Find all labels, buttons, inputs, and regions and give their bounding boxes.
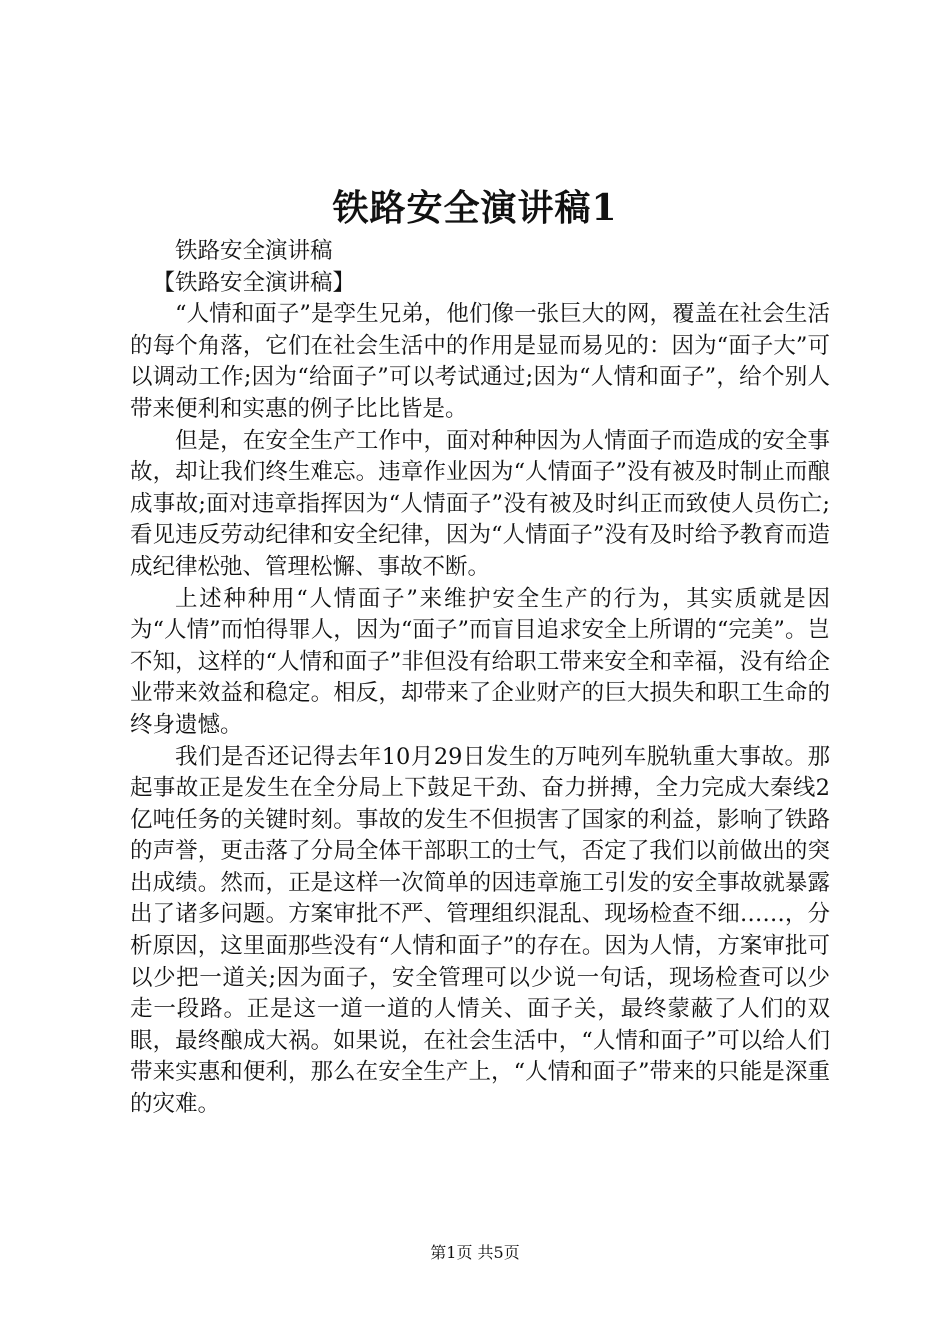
paragraph-2: 但是，在安全生产工作中，面对种种因为人情面子而造成的安全事故，却让我们终生难忘。违章作业因为“人情面子”没有被及时制止而酿成事故;面对违章指挥因为“人情面子”没有被及时纠正而致使人员伤亡;看见违反劳动纪律和安全纪律，因为“人情面子”没有及时给予教育而造成纪律松弛、管理松懈、事故不断。 (130, 427, 830, 580)
page-number-footer: 第1页 共5页 (430, 1243, 520, 1262)
bracket-heading: 【铁路安全演讲稿】 (152, 269, 356, 296)
document-title: 铁路安全演讲稿1 (332, 187, 618, 229)
paragraph-1: “人情和面子”是孪生兄弟，他们像一张巨大的网，覆盖在社会生活的每个角落，它们在社会生活中的作用是显而易见的：因为“面子大”可以调动工作;因为“给面子”可以考试通过;因为“人情和面子”，给个别人带来便利和实惠的例子比比皆是。 (130, 301, 830, 422)
paragraph-3: 上述种种用“人情面子”来维护安全生产的行为，其实质就是因为“人情”而怕得罪人，因为“面子”而盲目追求安全上所谓的“完美”。岂不知，这样的“人情和面子”非但没有给职工带来安全和幸福，没有给企业带来效益和稳定。相反，却带来了企业财产的巨大损失和职工生命的终身遗憾。 (130, 585, 830, 738)
paragraph-4: 我们是否还记得去年10月29日发生的万吨列车脱轨重大事故。那起事故正是发生在全分局上下鼓足干劲、奋力拼搏，全力完成大秦线2亿吨任务的关键时刻。事故的发生不但损害了国家的利益，影响了铁路的声誉，更击落了分局全体干部职工的士气，否定了我们以前做出的突出成绩。然而，正是这样一次简单的因违章施工引发的安全事故就暴露出了诸多问题。方案审批不严、管理组织混乱、现场检查不细……，分析原因，这里面那些没有“人情和面子”的存在。因为人情，方案审批可以少把一道关;因为面子，安全管理可以少说一句话，现场检查可以少走一段路。正是这一道一道的人情关、面子关，最终蒙蔽了人们的双眼，最终酿成大祸。如果说，在社会生活中，“人情和面子”可以给人们带来实惠和便利，那么在安全生产上，“人情和面子”带来的只能是深重的灾难。 (130, 743, 830, 1118)
document-body (130, 236, 830, 1121)
document-subtitle: 铁路安全演讲稿 (175, 238, 333, 264)
